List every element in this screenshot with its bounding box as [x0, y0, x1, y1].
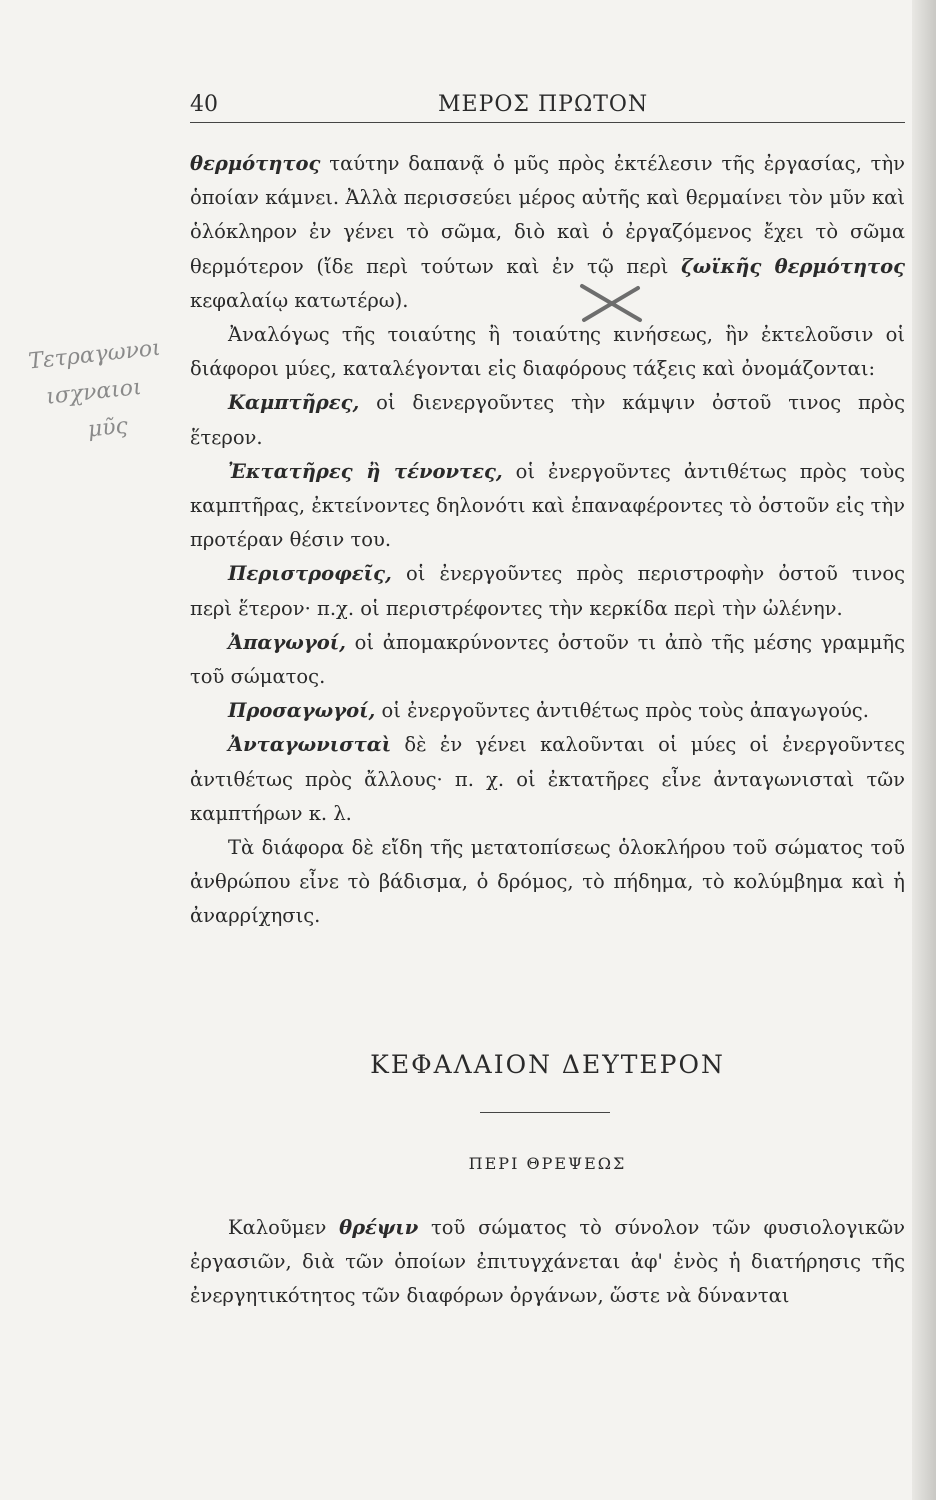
- chapter-divider: [480, 1112, 610, 1113]
- body-paragraph: [190, 455, 905, 558]
- page-header: [190, 92, 905, 123]
- text-run: τοῦ σώματος τὸ σύνολον τῶν φυσιολογικῶν ἐργασιῶν, διὰ τῶν ὁποίων ἐπιτυγχάνεται ἀφ' ἑνὸς ἡ διατήρησις τῆς ἐνεργητικότητος τῶν διαφόρων ὀργάνων, ὥστε νὰ δύνανται: [190, 1216, 905, 1308]
- defined-term: Καμπτῆρες,: [228, 391, 360, 415]
- body-paragraph: [190, 318, 905, 386]
- defined-term: Προσαγωγοί,: [228, 699, 376, 723]
- text-run: δὲ ἐν γένει καλοῦνται οἱ μύες οἱ ἐνεργοῦντες ἀντιθέτως πρὸς ἄλλους· π. χ. οἱ ἐκτατῆρες εἶνε ἀνταγωνισταὶ τῶν καμπτήρων κ. λ.: [190, 733, 905, 825]
- text-run: οἱ ἐνεργοῦντες ἀντιθέτως πρὸς τοὺς καμπτῆρας, ἐκτείνοντες δηλονότι καὶ ἐπαναφέροντες τὸ ὀστοῦν εἰς τὴν προτέραν θέσιν του.: [190, 459, 905, 552]
- body-paragraph: [190, 728, 905, 831]
- section-text: [190, 1211, 905, 1314]
- pencil-cross-mark: [578, 280, 644, 326]
- section-heading: ΠΕΡΙ ΘΡΕΨΕΩΣ: [468, 1154, 627, 1173]
- text-run: ταύτην δαπανᾷ ὁ μῦς πρὸς ἐκτέλεσιν τῆς ἐργασίας, τὴν ὁποίαν κάμνει. Ἀλλὰ περισσεύει μέρος αὐτῆς καὶ θερμαίνει τὸν μῦν καὶ ὁλόκληρον ἐν γένει τὸ σῶμα, διὸ καὶ ὁ ἐργαζόμενος ἔχει τὸ σῶμα θερμότερον (ἴδε περὶ τούτων καὶ ἐν τῷ περὶ: [190, 152, 905, 278]
- body-paragraph: [190, 831, 905, 934]
- text-run: κεφαλαίῳ κατωτέρω).: [190, 288, 409, 312]
- defined-term: θρέψιν: [339, 1216, 419, 1239]
- margin-note-line: Τετραγωνοι: [27, 335, 162, 375]
- page-number: 40: [190, 92, 218, 117]
- text-run: Ἀναλόγως τῆς τοιαύτης ἢ τοιαύτης κινήσεως, ἣν ἐκτελοῦσιν οἱ διάφοροι μύες, καταλέγονται εἰς διαφόρους τάξεις καὶ ὀνομάζονται:: [190, 323, 905, 381]
- chapter-heading: ΚΕΦΑΛΑΙΟΝ ΔΕΥΤΕΡΟΝ: [370, 1050, 725, 1079]
- text-run: οἱ ἐνεργοῦντες πρὸς περιστροφὴν ὀστοῦ τινος περὶ ἕτερον· π.χ. οἱ περιστρέφοντες τὴν κερκίδα περὶ τὴν ὠλένην.: [190, 562, 905, 620]
- defined-term: θερμότητος: [190, 152, 321, 175]
- handwritten-margin-note: [27, 329, 178, 454]
- defined-term: ζωϊκῆς θερμότητος: [681, 254, 905, 278]
- section-paragraph: [190, 1211, 905, 1314]
- margin-note-line: μῦς: [86, 413, 130, 443]
- defined-term: Ἀπαγωγοί,: [228, 630, 346, 654]
- defined-term: Ἀνταγωνισταὶ: [228, 733, 392, 757]
- text-run: Τὰ διάφορα δὲ εἴδη τῆς μετατοπίσεως ὁλοκλήρου τοῦ σώματος τοῦ ἀνθρώπου εἶνε τὸ βάδισμα, ὁ δρόμος, τὸ πήδημα, τὸ κολύμβημα καὶ ἡ ἀναρρίχησις.: [190, 836, 905, 928]
- defined-term: Περιστροφεῖς,: [228, 562, 392, 586]
- running-head: ΜΕΡΟΣ ΠΡΩΤΟΝ: [438, 92, 649, 117]
- text-run: οἱ ἀπομακρύνοντες ὀστοῦν τι ἀπὸ τῆς μέσης γραμμῆς τοῦ σώματος.: [190, 630, 905, 689]
- body-text: [190, 147, 905, 934]
- defined-term: Ἐκτατῆρες ἢ τένοντες,: [228, 459, 503, 483]
- text-run: Καλοῦμεν: [228, 1216, 340, 1239]
- body-paragraph: [190, 694, 905, 728]
- body-paragraph: [190, 147, 905, 318]
- body-paragraph: [190, 386, 905, 454]
- body-paragraph: [190, 626, 905, 694]
- text-run: οἱ ἐνεργοῦντες ἀντιθέτως πρὸς τοὺς ἀπαγωγούς.: [375, 699, 869, 723]
- text-run: οἱ διενεργοῦντες τὴν κάμψιν ὀστοῦ τινος πρὸς ἕτερον.: [190, 391, 905, 449]
- margin-note-line: ισχναιοι: [45, 374, 143, 410]
- body-paragraph: [190, 557, 905, 625]
- page-binding-edge: [912, 0, 936, 1500]
